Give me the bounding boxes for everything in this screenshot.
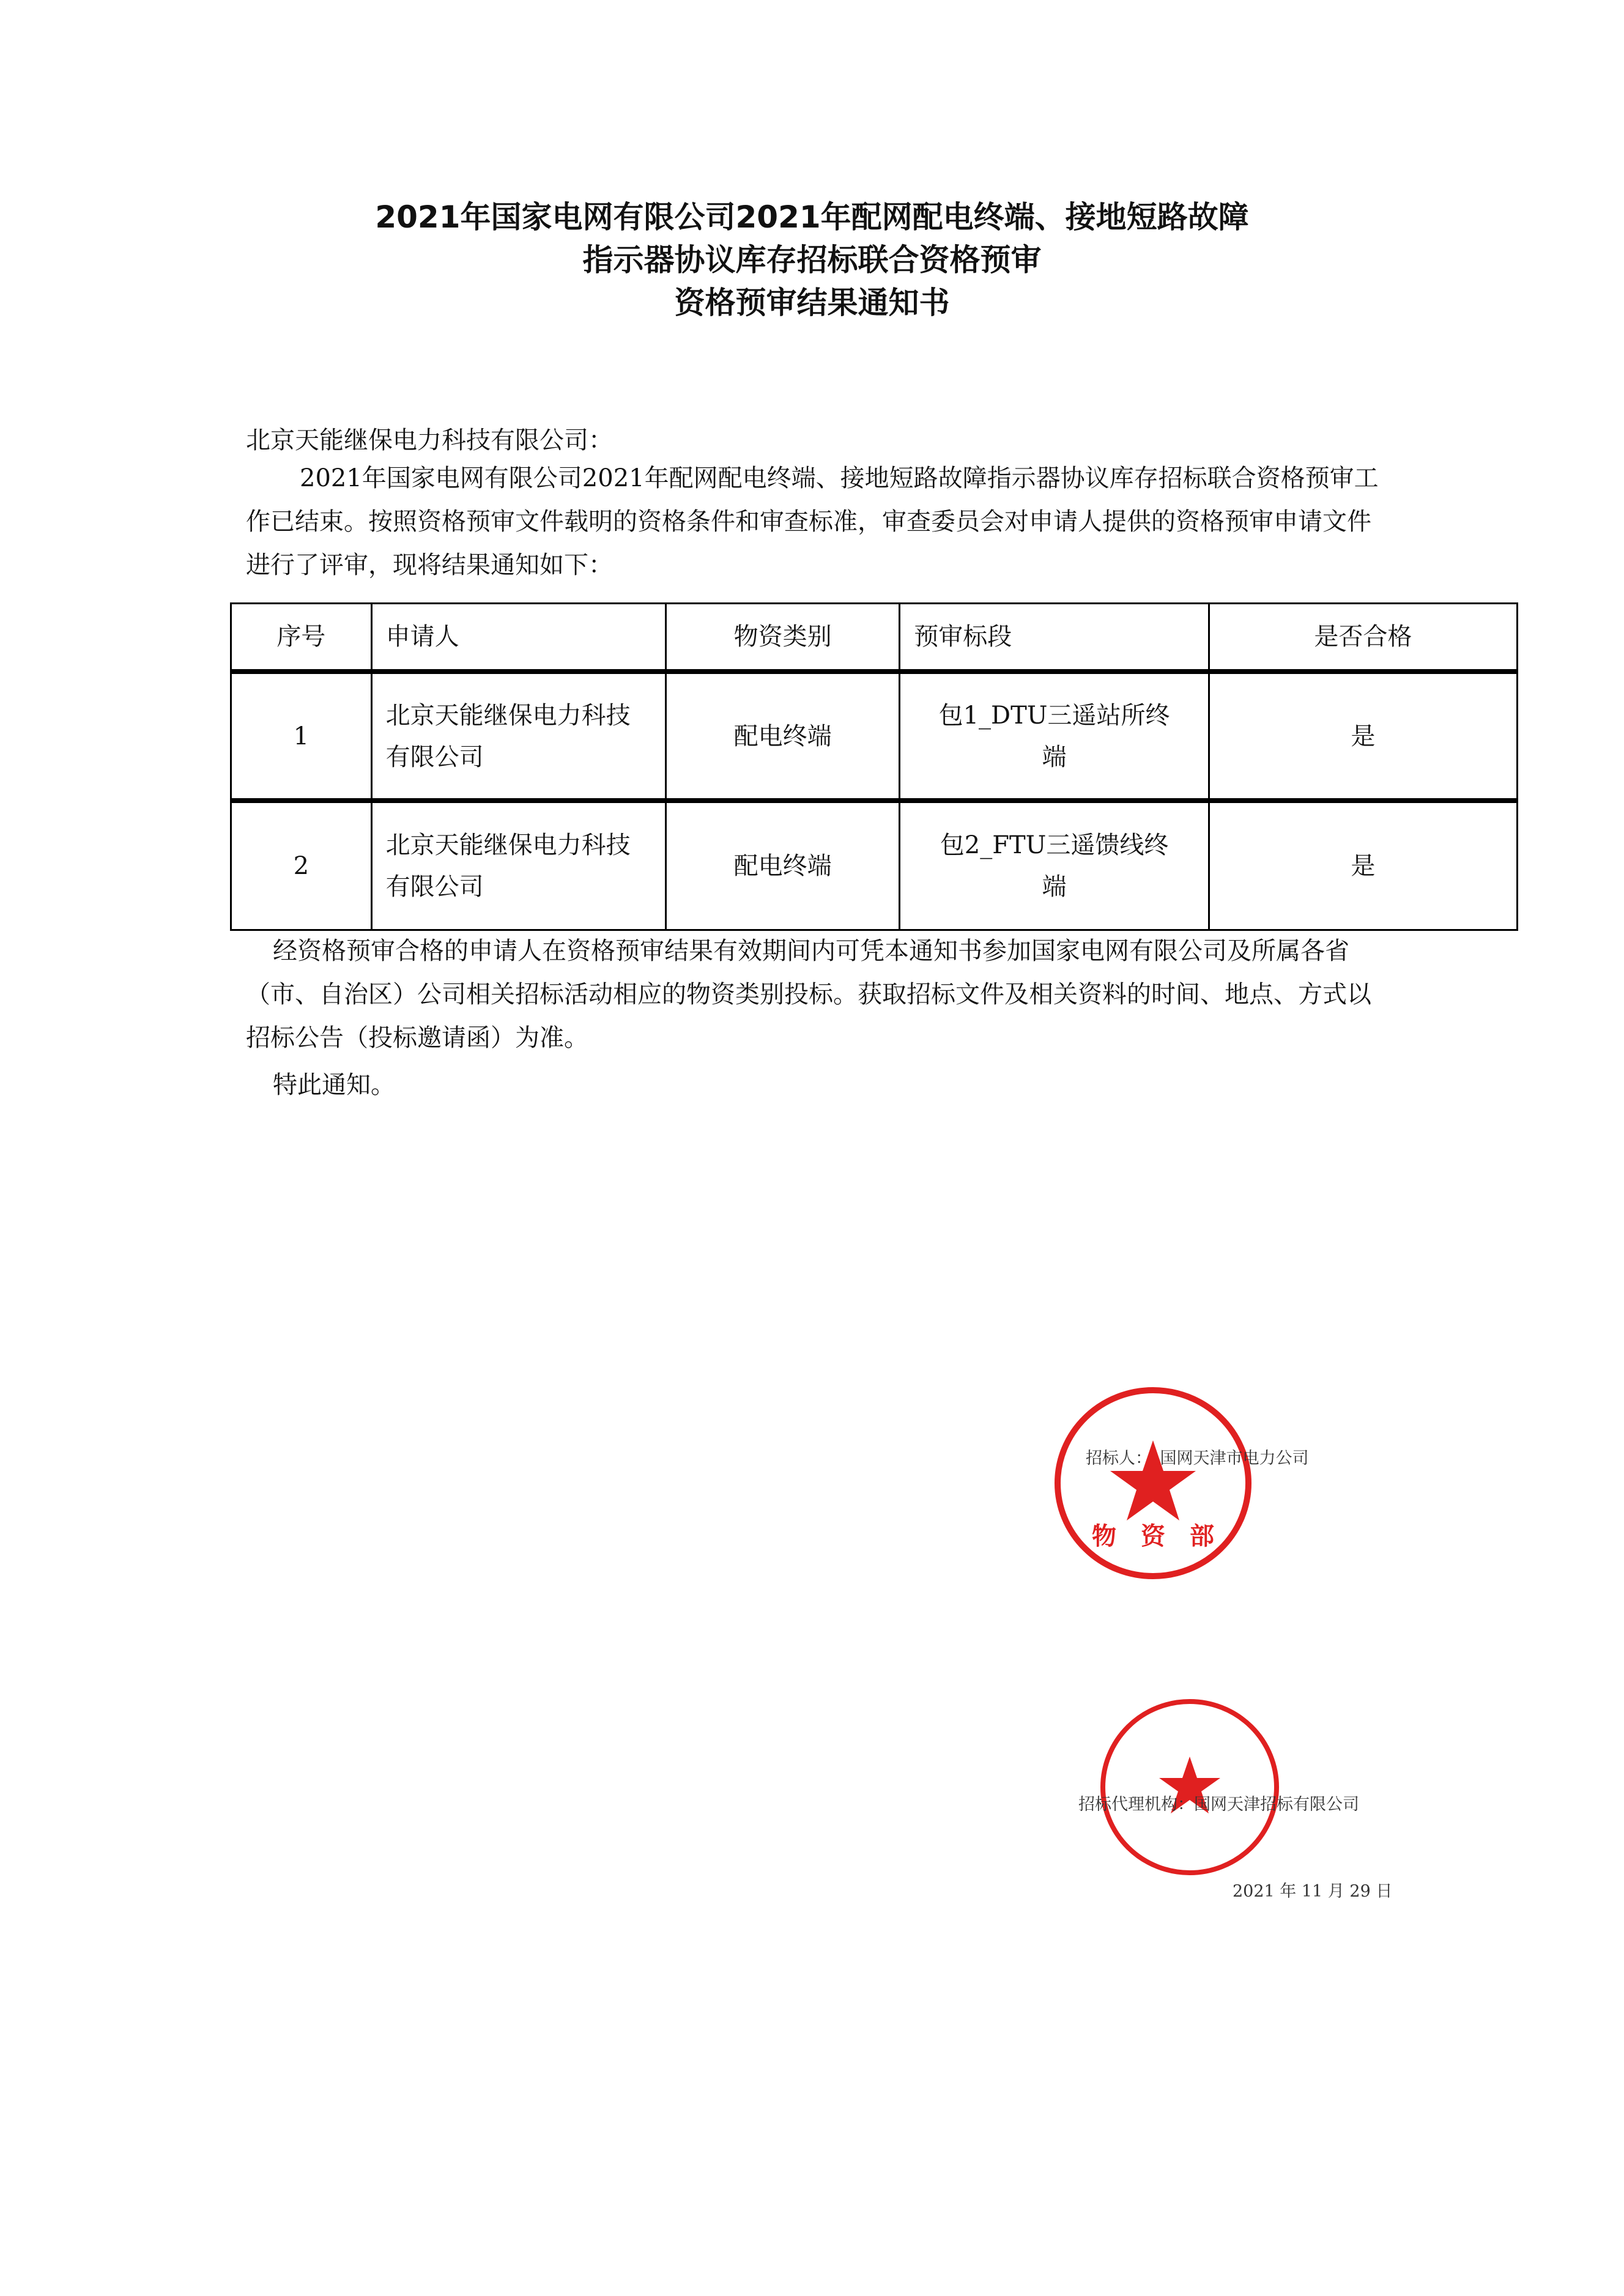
- header-category: 物资类别: [666, 604, 899, 672]
- header-lot: 预审标段: [900, 604, 1209, 672]
- tenderer-label: 招标人： 国网天津市电力公司: [1086, 1449, 1309, 1468]
- cell-applicant: 北京天能继保电力科技有限公司: [371, 672, 666, 801]
- title-line-2: 指示器协议库存招标联合资格预审: [582, 242, 1042, 278]
- header-qualified: 是否合格: [1209, 604, 1517, 672]
- cell-lot: 包1_DTU三遥站所终端: [900, 672, 1209, 801]
- header-no: 序号: [231, 604, 372, 672]
- tenderer-seal: [1052, 1382, 1254, 1584]
- cell-no: 2: [231, 801, 372, 930]
- cell-qualified: 是: [1209, 801, 1517, 930]
- cell-lot: 包2_FTU三遥馈线终端: [900, 801, 1209, 930]
- header-applicant: 申请人: [371, 604, 666, 672]
- svg-text:物 资 部: 物 资 部: [1092, 1522, 1214, 1550]
- cell-category: 配电终端: [666, 672, 899, 801]
- cell-category: 配电终端: [666, 801, 899, 930]
- cell-no: 1: [231, 672, 372, 801]
- closing-paragraph: 经资格预审合格的申请人在资格预审结果有效期间内可凭本通知书参加国家电网有限公司及所属各省（市、自治区）公司相关招标活动相应的物资类别投标。获取招标文件及相关资料的时间、地点、方式以招标公告（投标邀请函）为准。: [246, 937, 1371, 1052]
- cell-applicant: 北京天能继保电力科技有限公司: [371, 801, 666, 930]
- table-row: [231, 801, 1518, 930]
- table-header-row: [231, 604, 1518, 672]
- cell-qualified: 是: [1209, 672, 1517, 801]
- results-table: [230, 602, 1518, 931]
- agency-seal: [1098, 1695, 1281, 1879]
- title-line-3: 资格预审结果通知书: [674, 285, 950, 320]
- title-line-1: 2021年国家电网有限公司2021年配网配电终端、接地短路故障: [375, 199, 1249, 235]
- notice-text: 特此通知。: [273, 1071, 395, 1099]
- table-row: [231, 672, 1518, 801]
- intro-paragraph: 2021年国家电网有限公司2021年配网配电终端、接地短路故障指示器协议库存招标联合资格预审工作已结束。按照资格预审文件载明的资格条件和审查标准，审查委员会对申请人提供的资格预审申请文件进行了评审，现将结果通知如下：: [246, 464, 1379, 579]
- salutation: 北京天能继保电力科技有限公司：: [246, 426, 613, 454]
- date-text: 2021 年 11 月 29 日: [1233, 1882, 1393, 1901]
- agency-label: 招标代理机构：国网天津招标有限公司: [1078, 1795, 1359, 1814]
